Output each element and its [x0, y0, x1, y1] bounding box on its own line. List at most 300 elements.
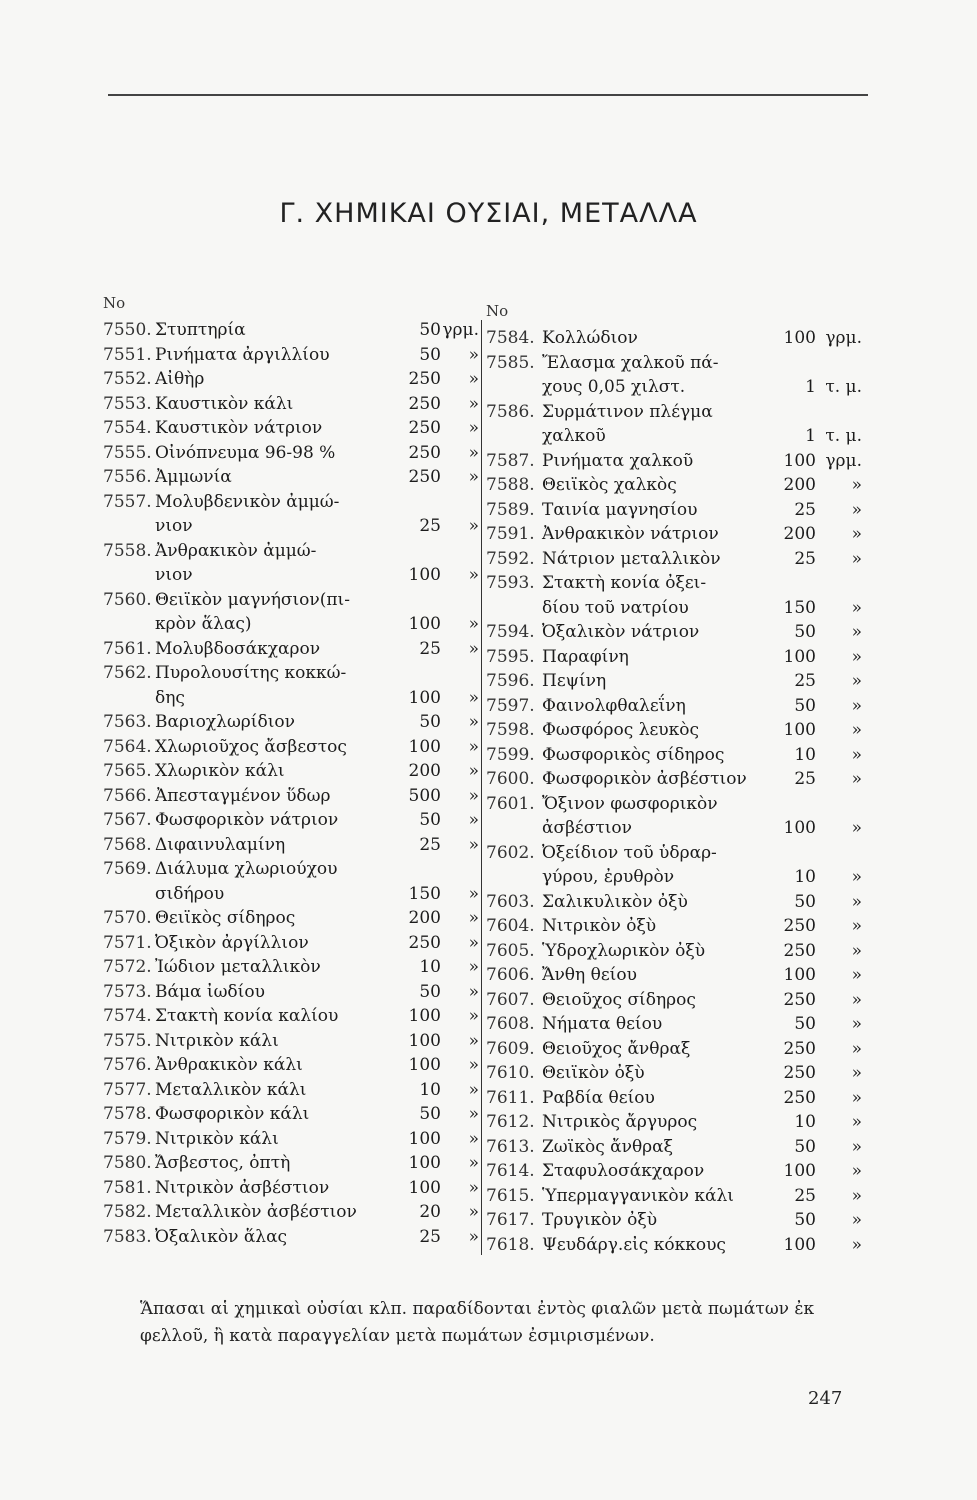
- item-line: [155, 637, 483, 662]
- item-quantity: 1: [805, 426, 816, 446]
- item-number: 7571.: [103, 932, 152, 953]
- item-line: [542, 596, 866, 621]
- item-name: Ὀξαλικὸν ἅλας: [155, 1226, 288, 1247]
- list-item: [103, 1102, 483, 1127]
- item-line: [542, 424, 866, 449]
- item-line: [542, 375, 866, 400]
- item-line: [542, 645, 866, 670]
- item-name: Στακτὴ κονία καλίου: [155, 1006, 339, 1026]
- item-body: [542, 669, 866, 694]
- item-quantity: 100: [783, 328, 816, 348]
- item-name: νιον: [155, 565, 193, 585]
- list-item: [486, 498, 866, 523]
- item-body: [542, 522, 866, 547]
- item-name: Ἰώδιον μεταλλικὸν: [155, 957, 321, 977]
- item-line: [155, 318, 483, 343]
- item-name: Φωσφορικὸς σίδηρος: [542, 744, 725, 765]
- item-quantity: 25: [794, 499, 816, 520]
- list-item: [103, 539, 483, 588]
- item-quantity: 200: [408, 761, 441, 781]
- item-body: [542, 326, 866, 351]
- item-body: [155, 833, 483, 858]
- item-body: [542, 841, 866, 890]
- item-body: [155, 343, 483, 368]
- right-column: [486, 288, 866, 1257]
- item-line: [542, 694, 866, 719]
- item-quantity: 100: [408, 736, 441, 757]
- list-item: [486, 1012, 866, 1037]
- list-item: [486, 1061, 866, 1086]
- item-name: Ἄνθη θείου: [542, 965, 637, 985]
- item-quantity: 200: [408, 908, 441, 928]
- item-unit: »: [851, 891, 862, 912]
- item-quantity: 25: [794, 671, 816, 691]
- item-line: [155, 343, 483, 368]
- list-item: [486, 449, 866, 474]
- item-name: Νιτρικὸς ἄργυρος: [542, 1112, 698, 1132]
- item-line: [155, 441, 483, 466]
- item-name: Νιτρικὸν κάλι: [155, 1030, 279, 1051]
- item-name: Ἀνθρακικὸν κάλι: [155, 1055, 303, 1075]
- list-item: [486, 718, 866, 743]
- item-number: 7574.: [103, 1006, 152, 1026]
- number-header: No: [103, 294, 126, 312]
- item-unit: γρμ.: [825, 450, 862, 471]
- item-quantity: 250: [783, 1038, 816, 1059]
- item-number: 7583.: [103, 1226, 152, 1247]
- list-item: [103, 1029, 483, 1054]
- item-line: [542, 1159, 866, 1184]
- item-name: Ταινία μαγνησίου: [542, 499, 698, 520]
- item-number: 7555.: [103, 442, 152, 463]
- item-unit: »: [468, 810, 479, 830]
- item-name: Θειϊκὸν μαγνήσιον(πι-: [155, 589, 350, 610]
- item-unit: »: [468, 467, 479, 487]
- item-unit: »: [851, 818, 862, 838]
- item-name: Συρμάτινον πλέγμα: [542, 401, 713, 422]
- item-line: [542, 498, 866, 523]
- item-name: Καυστικὸν νάτριον: [155, 418, 323, 438]
- item-line: [155, 833, 483, 858]
- item-body: [155, 1078, 483, 1103]
- item-number: 7576.: [103, 1055, 152, 1075]
- list-item: [103, 1078, 483, 1103]
- item-line: [155, 1200, 483, 1225]
- item-number: 7550.: [103, 320, 152, 340]
- item-line: [155, 1225, 483, 1250]
- item-body: [155, 808, 483, 833]
- item-number: 7585.: [486, 352, 535, 373]
- item-quantity: 25: [419, 638, 441, 659]
- item-number: 7608.: [486, 1014, 535, 1034]
- item-number: 7609.: [486, 1038, 535, 1059]
- item-number: 7618.: [486, 1234, 535, 1255]
- list-item: [486, 473, 866, 498]
- item-name: Νάτριον μεταλλικὸν: [542, 548, 721, 569]
- item-unit: »: [851, 744, 862, 765]
- item-line: [155, 1127, 483, 1152]
- right-entry-list: [486, 326, 866, 1257]
- item-unit: »: [851, 989, 862, 1010]
- item-number: 7602.: [486, 842, 535, 863]
- item-line: [155, 1029, 483, 1054]
- item-number: 7557.: [103, 491, 152, 512]
- item-unit: »: [468, 908, 479, 928]
- item-body: [155, 539, 483, 588]
- list-item: [103, 1200, 483, 1225]
- item-quantity: 25: [419, 834, 441, 855]
- item-body: [155, 1102, 483, 1127]
- item-unit: »: [851, 499, 862, 520]
- item-unit: »: [468, 1055, 479, 1075]
- item-number: 7615.: [486, 1185, 535, 1206]
- item-unit: »: [468, 761, 479, 781]
- item-body: [542, 694, 866, 719]
- item-line: [155, 392, 483, 417]
- item-name: γύρου, ἐρυθρὸν: [542, 867, 675, 887]
- item-quantity: 250: [783, 916, 816, 936]
- item-quantity: 200: [783, 475, 816, 495]
- item-line: [155, 539, 483, 564]
- item-line: [542, 351, 866, 376]
- item-body: [155, 955, 483, 980]
- item-name: Τρυγικὸν ὀξὺ: [542, 1210, 658, 1230]
- item-name: Θειϊκὸς χαλκὸς: [542, 475, 677, 495]
- item-name: Στυπτηρία: [155, 320, 246, 340]
- item-unit: »: [851, 1210, 862, 1230]
- list-item: [103, 465, 483, 490]
- item-line: [542, 865, 866, 890]
- list-item: [486, 939, 866, 964]
- item-line: [155, 563, 483, 588]
- item-quantity: 250: [783, 940, 816, 961]
- list-item: [103, 441, 483, 466]
- item-body: [542, 547, 866, 572]
- item-unit: »: [851, 1063, 862, 1083]
- item-body: [542, 914, 866, 939]
- item-number: 7565.: [103, 761, 152, 781]
- item-name: χαλκοῦ: [542, 426, 606, 446]
- list-item: [103, 906, 483, 931]
- item-quantity: 10: [794, 867, 816, 887]
- item-name: Ραβδία θείου: [542, 1087, 655, 1108]
- item-unit: »: [851, 1185, 862, 1206]
- item-line: [155, 980, 483, 1005]
- item-line: [542, 1012, 866, 1037]
- item-name: Φαινολφθαλεΐνη: [542, 695, 686, 716]
- item-unit: »: [851, 1087, 862, 1108]
- item-body: [542, 449, 866, 474]
- item-body: [542, 890, 866, 915]
- item-quantity: 50: [419, 344, 441, 365]
- list-item: [486, 963, 866, 988]
- item-quantity: 150: [408, 883, 441, 904]
- item-body: [542, 473, 866, 498]
- item-body: [542, 1086, 866, 1111]
- item-quantity: 10: [419, 957, 441, 977]
- item-quantity: 50: [419, 981, 441, 1002]
- number-header: No: [486, 302, 509, 320]
- item-line: [542, 571, 866, 596]
- item-line: [155, 465, 483, 490]
- item-line: [542, 669, 866, 694]
- item-body: [155, 465, 483, 490]
- list-item: [486, 743, 866, 768]
- item-name: Χλωριοῦχος ἄσβεστος: [155, 736, 347, 757]
- list-item: [486, 1110, 866, 1135]
- list-item: [103, 955, 483, 980]
- item-body: [542, 1159, 866, 1184]
- list-item: [486, 571, 866, 620]
- item-name: Μεταλλικὸν κάλι: [155, 1079, 307, 1100]
- item-quantity: 100: [783, 1161, 816, 1181]
- item-quantity: 100: [408, 614, 441, 634]
- list-item: [103, 367, 483, 392]
- item-line: [542, 792, 866, 817]
- item-quantity: 100: [408, 565, 441, 585]
- item-unit: »: [468, 1006, 479, 1026]
- top-rule: [108, 94, 868, 96]
- item-unit: »: [468, 687, 479, 708]
- item-name: Νιτρικὸν ἀσβέστιον: [155, 1177, 330, 1198]
- item-number: 7594.: [486, 622, 535, 642]
- item-body: [155, 1225, 483, 1250]
- item-unit: »: [851, 671, 862, 691]
- item-quantity: 50: [794, 695, 816, 716]
- item-unit: »: [851, 720, 862, 740]
- item-line: [542, 1184, 866, 1209]
- item-unit: »: [468, 638, 479, 659]
- item-line: [155, 661, 483, 686]
- item-number: 7586.: [486, 401, 535, 422]
- item-name: Μολυβδενικὸν ἀμμώ-: [155, 491, 340, 512]
- item-name: χους 0,05 χιλστ.: [542, 377, 686, 397]
- item-number: 7604.: [486, 916, 535, 936]
- item-body: [542, 963, 866, 988]
- item-line: [155, 686, 483, 711]
- list-item: [486, 547, 866, 572]
- item-number: 7577.: [103, 1079, 152, 1100]
- item-unit: »: [851, 1234, 862, 1255]
- list-item: [486, 620, 866, 645]
- item-body: [542, 1208, 866, 1233]
- item-name: Νιτρικὸν κάλι: [155, 1128, 279, 1149]
- item-name: Στακτὴ κονία ὀξει-: [542, 573, 707, 593]
- item-body: [155, 857, 483, 906]
- item-number: 7570.: [103, 908, 152, 928]
- list-item: [103, 808, 483, 833]
- item-unit: »: [851, 646, 862, 667]
- list-item: [486, 767, 866, 792]
- item-unit: »: [468, 834, 479, 855]
- item-name: Ἀμμωνία: [155, 467, 232, 487]
- item-name: Ὀξαλικὸν νάτριον: [542, 622, 700, 642]
- item-unit: »: [851, 1014, 862, 1034]
- list-item: [486, 1159, 866, 1184]
- item-quantity: 250: [783, 989, 816, 1010]
- item-unit: »: [851, 965, 862, 985]
- item-body: [542, 1037, 866, 1062]
- list-item: [486, 1086, 866, 1111]
- list-item: [103, 343, 483, 368]
- item-quantity: 250: [408, 932, 441, 953]
- item-body: [155, 1176, 483, 1201]
- item-name: Ἀνθρακικὸν ἀμμώ-: [155, 540, 317, 561]
- item-number: 7554.: [103, 418, 152, 438]
- item-name: Φωσφορικὸν ἀσβέστιον: [542, 769, 747, 789]
- item-body: [542, 571, 866, 620]
- left-entry-list: [103, 318, 483, 1249]
- item-quantity: 100: [783, 646, 816, 667]
- list-item: [486, 1135, 866, 1160]
- item-name: Νήματα θείου: [542, 1014, 663, 1034]
- item-body: [155, 931, 483, 956]
- item-unit: »: [468, 614, 479, 634]
- item-name: Ζωϊκὸς ἄνθραξ: [542, 1136, 674, 1157]
- list-item: [103, 833, 483, 858]
- item-quantity: 250: [408, 418, 441, 438]
- item-quantity: 250: [408, 442, 441, 463]
- item-unit: »: [468, 369, 479, 389]
- item-line: [542, 743, 866, 768]
- item-number: 7572.: [103, 957, 152, 977]
- item-name: Χλωρικὸν κάλι: [155, 761, 285, 781]
- item-name: Πυρολουσίτης κοκκώ-: [155, 663, 347, 683]
- item-quantity: 250: [783, 1063, 816, 1083]
- item-quantity: 100: [408, 1006, 441, 1026]
- item-body: [155, 784, 483, 809]
- item-unit: »: [468, 1177, 479, 1198]
- item-name: Ἄσβεστος, ὀπτὴ: [155, 1153, 291, 1173]
- item-name: Μολυβδοσάκχαρον: [155, 638, 321, 659]
- item-unit: »: [851, 916, 862, 936]
- item-body: [542, 767, 866, 792]
- item-name: Ὑδροχλωρικὸν ὀξὺ: [542, 940, 706, 961]
- list-item: [103, 1004, 483, 1029]
- item-number: 7551.: [103, 344, 152, 365]
- item-quantity: 100: [408, 1055, 441, 1075]
- item-line: [542, 326, 866, 351]
- item-unit: τ. μ.: [825, 377, 862, 397]
- item-body: [542, 743, 866, 768]
- item-name: Αἰθὴρ: [155, 369, 205, 389]
- item-number: 7566.: [103, 785, 152, 806]
- item-number: 7598.: [486, 720, 535, 740]
- item-quantity: 10: [419, 1079, 441, 1100]
- item-unit: »: [851, 769, 862, 789]
- item-unit: »: [468, 883, 479, 904]
- item-unit: τ. μ.: [825, 426, 862, 446]
- item-name: Βαριοχλωρίδιον: [155, 712, 295, 732]
- item-quantity: 100: [408, 687, 441, 708]
- item-body: [542, 939, 866, 964]
- item-line: [155, 1151, 483, 1176]
- item-name: Θειϊκὸς σίδηρος: [155, 908, 296, 928]
- item-number: 7601.: [486, 793, 535, 814]
- item-number: 7582.: [103, 1202, 152, 1222]
- item-unit: »: [851, 695, 862, 716]
- item-quantity: 100: [783, 1234, 816, 1255]
- item-number: 7613.: [486, 1136, 535, 1157]
- item-unit: »: [851, 475, 862, 495]
- item-name: Καυστικὸν κάλι: [155, 393, 294, 414]
- item-name: Κολλώδιον: [542, 328, 638, 348]
- item-line: [542, 841, 866, 866]
- item-quantity: 250: [408, 467, 441, 487]
- item-quantity: 50: [419, 712, 441, 732]
- item-line: [155, 588, 483, 613]
- list-item: [103, 1225, 483, 1250]
- item-unit: »: [468, 1153, 479, 1173]
- item-number: 7593.: [486, 573, 535, 593]
- item-number: 7599.: [486, 744, 535, 765]
- item-name: ἀσβέστιον: [542, 818, 632, 838]
- item-number: 7569.: [103, 859, 152, 879]
- list-item: [486, 351, 866, 400]
- item-quantity: 100: [408, 1153, 441, 1173]
- item-line: [155, 416, 483, 441]
- item-number: 7563.: [103, 712, 152, 732]
- item-quantity: 50: [419, 1104, 441, 1124]
- item-line: [155, 710, 483, 735]
- list-item: [103, 1176, 483, 1201]
- list-item: [103, 1151, 483, 1176]
- item-number: 7579.: [103, 1128, 152, 1149]
- list-item: [486, 326, 866, 351]
- list-item: [486, 914, 866, 939]
- item-quantity: 500: [408, 785, 441, 806]
- item-name: δης: [155, 687, 185, 708]
- item-number: 7595.: [486, 646, 535, 667]
- item-body: [542, 1135, 866, 1160]
- item-number: 7617.: [486, 1210, 535, 1230]
- item-number: 7597.: [486, 695, 535, 716]
- list-item: [103, 392, 483, 417]
- item-line: [542, 767, 866, 792]
- list-item: [103, 759, 483, 784]
- item-unit: »: [851, 1112, 862, 1132]
- item-name: Ὀξείδιον τοῦ ὑδραρ-: [542, 842, 717, 863]
- item-unit: »: [851, 867, 862, 887]
- item-line: [155, 906, 483, 931]
- item-quantity: 100: [408, 1030, 441, 1051]
- item-number: 7611.: [486, 1087, 535, 1108]
- item-body: [155, 318, 483, 343]
- item-body: [542, 400, 866, 449]
- item-body: [542, 1110, 866, 1135]
- item-name: Μεταλλικὸν ἀσβέστιον: [155, 1202, 357, 1222]
- item-name: Σαλικυλικὸν ὀξὺ: [542, 891, 688, 912]
- list-item: [103, 784, 483, 809]
- item-name: Ὑπερμαγγανικὸν κάλι: [542, 1185, 734, 1206]
- item-number: 7561.: [103, 638, 152, 659]
- item-number: 7580.: [103, 1153, 152, 1173]
- item-name: Θειοῦχος ἄνθραξ: [542, 1038, 691, 1059]
- list-item: [103, 637, 483, 662]
- item-unit: »: [468, 712, 479, 732]
- item-unit: »: [468, 565, 479, 585]
- item-name: Ἔλασμα χαλκοῦ πά-: [542, 352, 719, 373]
- item-number: 7614.: [486, 1161, 535, 1181]
- item-line: [155, 931, 483, 956]
- item-quantity: 250: [408, 369, 441, 389]
- item-line: [542, 939, 866, 964]
- item-line: [155, 1102, 483, 1127]
- item-quantity: 150: [783, 597, 816, 618]
- list-item: [486, 890, 866, 915]
- list-item: [103, 416, 483, 441]
- item-line: [542, 1135, 866, 1160]
